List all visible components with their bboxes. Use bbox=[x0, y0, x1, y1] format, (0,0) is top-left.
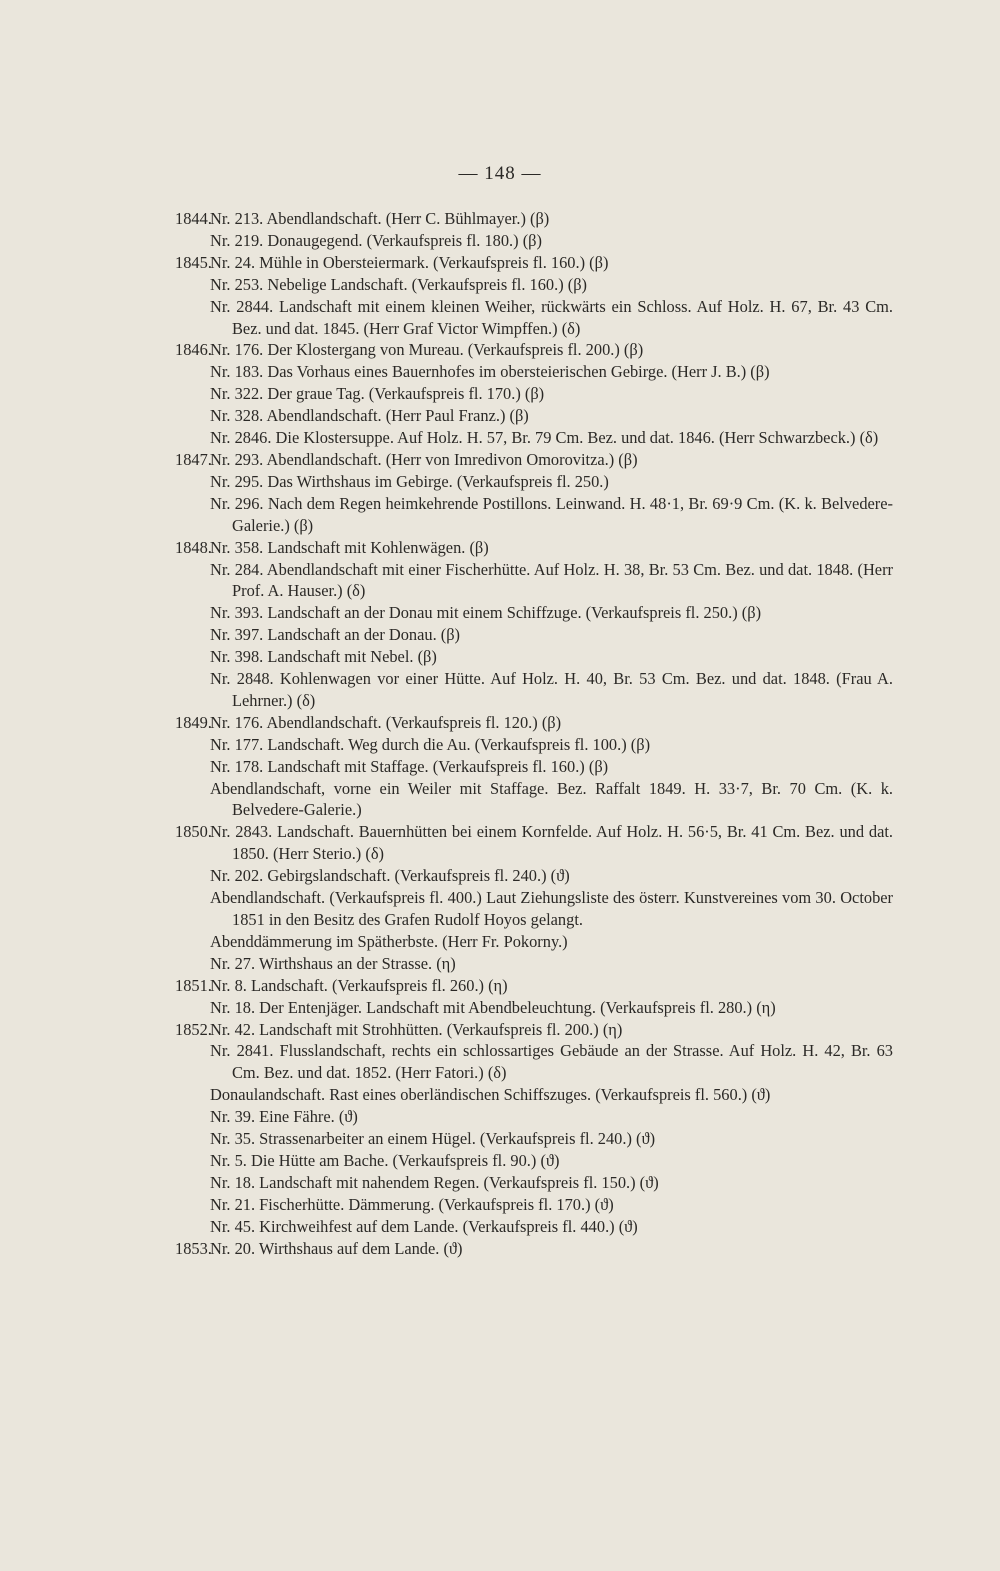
year-block bbox=[175, 1019, 893, 1238]
year-block bbox=[175, 208, 893, 252]
entry-text: Nr. 21. Fischerhütte. Dämmerung. (Verkaufspreis fl. 170.) (ϑ) bbox=[210, 1194, 614, 1214]
entry-text: Abendlandschaft, vorne ein Weiler mit Staffage. Bez. Raffalt 1849. H. 33·7, Br. 70 Cm. (K. k. Belvedere-Galerie.) bbox=[210, 778, 893, 820]
catalog-list bbox=[175, 208, 893, 1260]
year-block bbox=[175, 339, 893, 449]
entry-text: Nr. 253. Nebelige Landschaft. (Verkaufspreis fl. 160.) (β) bbox=[210, 274, 588, 294]
year-block bbox=[175, 1238, 893, 1260]
catalog-entry bbox=[175, 646, 893, 668]
catalog-entry bbox=[175, 296, 893, 340]
entry-text: Nr. 2846. Die Klostersuppe. Auf Holz. H. 57, Br. 79 Cm. Bez. und dat. 1846. (Herr Schwarzbeck.) (δ) bbox=[210, 428, 879, 448]
entry-text: Nr. 328. Abendlandschaft. (Herr Paul Franz.) (β) bbox=[210, 406, 529, 426]
entry-text: Nr. 27. Wirthshaus an der Strasse. (η) bbox=[210, 953, 456, 973]
entry-text: Nr. 295. Das Wirthshaus im Gebirge. (Verkaufspreis fl. 250.) bbox=[210, 471, 609, 491]
entry-text: Abenddämmerung im Spätherbste. (Herr Fr. Pokorny.) bbox=[210, 931, 568, 951]
catalog-entry bbox=[175, 997, 893, 1019]
entry-text: Nr. 24. Mühle in Obersteiermark. (Verkaufspreis fl. 160.) (β) bbox=[210, 252, 609, 272]
catalog-entry bbox=[175, 252, 893, 274]
entry-text: Nr. 183. Das Vorhaus eines Bauernhofes im obersteierischen Gebirge. (Herr J. B.) (β) bbox=[210, 362, 770, 382]
catalog-entry bbox=[175, 1106, 893, 1128]
entry-text: Nr. 8. Landschaft. (Verkaufspreis fl. 260.) (η) bbox=[210, 975, 508, 995]
catalog-entry bbox=[175, 1194, 893, 1216]
catalog-entry bbox=[175, 1150, 893, 1172]
catalog-entry bbox=[175, 821, 893, 865]
year-block bbox=[175, 975, 893, 1019]
entry-text: Nr. 178. Landschaft mit Staffage. (Verkaufspreis fl. 160.) (β) bbox=[210, 756, 609, 776]
catalog-entry bbox=[175, 602, 893, 624]
year-label: 1848. bbox=[175, 537, 212, 557]
catalog-entry bbox=[175, 712, 893, 734]
year-block bbox=[175, 252, 893, 340]
entry-text: Nr. 45. Kirchweihfest auf dem Lande. (Verkaufspreis fl. 440.) (ϑ) bbox=[210, 1216, 638, 1236]
entry-text: Nr. 202. Gebirgslandschaft. (Verkaufspreis fl. 240.) (ϑ) bbox=[210, 866, 570, 886]
year-block bbox=[175, 537, 893, 712]
catalog-entry bbox=[175, 887, 893, 931]
year-label: 1845. bbox=[175, 252, 212, 272]
catalog-entry bbox=[175, 427, 893, 449]
year-label: 1851. bbox=[175, 975, 212, 995]
catalog-entry bbox=[175, 493, 893, 537]
entry-text: Nr. 293. Abendlandschaft. (Herr von Imredivon Omorovitza.) (β) bbox=[210, 449, 638, 469]
catalog-entry bbox=[175, 1128, 893, 1150]
catalog-entry bbox=[175, 537, 893, 559]
catalog-entry bbox=[175, 339, 893, 361]
catalog-entry bbox=[175, 1084, 893, 1106]
entry-text: Nr. 35. Strassenarbeiter an einem Hügel. (Verkaufspreis fl. 240.) (ϑ) bbox=[210, 1129, 656, 1149]
entry-text: Donaulandschaft. Rast eines oberländischen Schiffszuges. (Verkaufspreis fl. 560.) (ϑ) bbox=[210, 1085, 771, 1105]
catalog-entry bbox=[175, 559, 893, 603]
year-label: 1846. bbox=[175, 340, 212, 360]
entry-text: Nr. 284. Abendlandschaft mit einer Fischerhütte. Auf Holz. H. 38, Br. 53 Cm. Bez. und dat. 1848. (Herr Prof. A. Hauser.) (δ) bbox=[210, 559, 893, 601]
catalog-entry bbox=[175, 756, 893, 778]
entry-text: Nr. 39. Eine Fähre. (ϑ) bbox=[210, 1107, 358, 1127]
entry-text: Nr. 2848. Kohlenwagen vor einer Hütte. Auf Holz. H. 40, Br. 53 Cm. Bez. und dat. 1848. (Frau A. Lehrner.) (δ) bbox=[210, 669, 893, 710]
entry-text: Nr. 397. Landschaft an der Donau. (β) bbox=[210, 625, 461, 645]
catalog-entry bbox=[175, 405, 893, 427]
entry-text: Nr. 177. Landschaft. Weg durch die Au. (Verkaufspreis fl. 100.) (β) bbox=[210, 734, 651, 754]
entry-text: Nr. 358. Landschaft mit Kohlenwägen. (β) bbox=[210, 537, 489, 557]
catalog-entry bbox=[175, 1172, 893, 1194]
page-number: — 148 — bbox=[458, 163, 542, 184]
entry-text: Nr. 20. Wirthshaus auf dem Lande. (ϑ) bbox=[210, 1238, 463, 1258]
year-block bbox=[175, 712, 893, 822]
year-label: 1853. bbox=[175, 1238, 212, 1258]
catalog-entry bbox=[175, 931, 893, 953]
entry-text: Nr. 296. Nach dem Regen heimkehrende Postillons. Leinwand. H. 48·1, Br. 69·9 Cm. (K. k. Belvedere-Galerie.) (β) bbox=[210, 493, 893, 535]
year-label: 1849. bbox=[175, 712, 212, 732]
year-block bbox=[175, 821, 893, 974]
catalog-entry bbox=[175, 274, 893, 296]
catalog-entry bbox=[175, 953, 893, 975]
catalog-entry bbox=[175, 865, 893, 887]
catalog-entry bbox=[175, 1216, 893, 1238]
catalog-entry bbox=[175, 734, 893, 756]
catalog-entry bbox=[175, 230, 893, 252]
catalog-entry bbox=[175, 1040, 893, 1084]
year-label: 1844. bbox=[175, 209, 212, 228]
year-block bbox=[175, 449, 893, 537]
entry-text: Nr. 2841. Flusslandschaft, rechts ein schlossartiges Gebäude an der Strasse. Auf Holz. H. 42, Br. 63 Cm. Bez. und dat. 1852. (Herr Fatori.) (δ) bbox=[210, 1041, 893, 1083]
entry-text: Nr. 5. Die Hütte am Bache. (Verkaufspreis fl. 90.) (ϑ) bbox=[210, 1150, 560, 1170]
entry-text: Nr. 176. Der Klostergang von Mureau. (Verkaufspreis fl. 200.) (β) bbox=[210, 340, 644, 360]
year-label: 1850. bbox=[175, 822, 212, 842]
entry-text: Nr. 2843. Landschaft. Bauernhütten bei einem Kornfelde. Auf Holz. H. 56·5, Br. 41 Cm. Bez. und dat. 1850. (Herr Sterio.) (δ) bbox=[210, 822, 893, 864]
year-label: 1847. bbox=[175, 449, 212, 469]
catalog-entry bbox=[175, 1238, 893, 1260]
entry-text: Nr. 42. Landschaft mit Strohhütten. (Verkaufspreis fl. 200.) (η) bbox=[210, 1019, 623, 1039]
entry-text: Nr. 2844. Landschaft mit einem kleinen Weiher, rückwärts ein Schloss. Auf Holz. H. 67, Br. 43 Cm. Bez. und dat. 1845. (Herr Graf Victor Wimpffen.) (δ) bbox=[210, 296, 893, 338]
catalog-entry bbox=[175, 975, 893, 997]
catalog-entry bbox=[175, 383, 893, 405]
entry-text: Nr. 18. Landschaft mit nahendem Regen. (Verkaufspreis fl. 150.) (ϑ) bbox=[210, 1172, 659, 1192]
catalog-entry bbox=[175, 1019, 893, 1041]
entry-text: Abendlandschaft. (Verkaufspreis fl. 400.) Laut Ziehungsliste des österr. Kunstvereines vom 30. October 1851 in den Besitz des Grafen Rudolf Hoyos gelangt. bbox=[210, 888, 893, 929]
entry-text: Nr. 219. Donaugegend. (Verkaufspreis fl. 180.) (β) bbox=[210, 230, 542, 250]
catalog-entry bbox=[175, 668, 893, 712]
entry-text: Nr. 322. Der graue Tag. (Verkaufspreis fl. 170.) (β) bbox=[210, 384, 545, 404]
catalog-entry bbox=[175, 471, 893, 493]
entry-text: Nr. 213. Abendlandschaft. (Herr C. Bühlmayer.) (β) bbox=[210, 209, 550, 228]
catalog-entry bbox=[175, 449, 893, 471]
entry-text: Nr. 398. Landschaft mit Nebel. (β) bbox=[210, 647, 437, 667]
catalog-entry bbox=[175, 624, 893, 646]
entry-text: Nr. 393. Landschaft an der Donau mit einem Schiffzuge. (Verkaufspreis fl. 250.) (β) bbox=[210, 603, 762, 623]
catalog-entry bbox=[175, 778, 893, 822]
catalog-entry bbox=[175, 208, 893, 230]
catalog-entry bbox=[175, 361, 893, 383]
year-label: 1852. bbox=[175, 1019, 212, 1039]
entry-text: Nr. 176. Abendlandschaft. (Verkaufspreis fl. 120.) (β) bbox=[210, 712, 562, 732]
entry-text: Nr. 18. Der Entenjäger. Landschaft mit Abendbeleuchtung. (Verkaufspreis fl. 280.) (η) bbox=[210, 997, 776, 1017]
